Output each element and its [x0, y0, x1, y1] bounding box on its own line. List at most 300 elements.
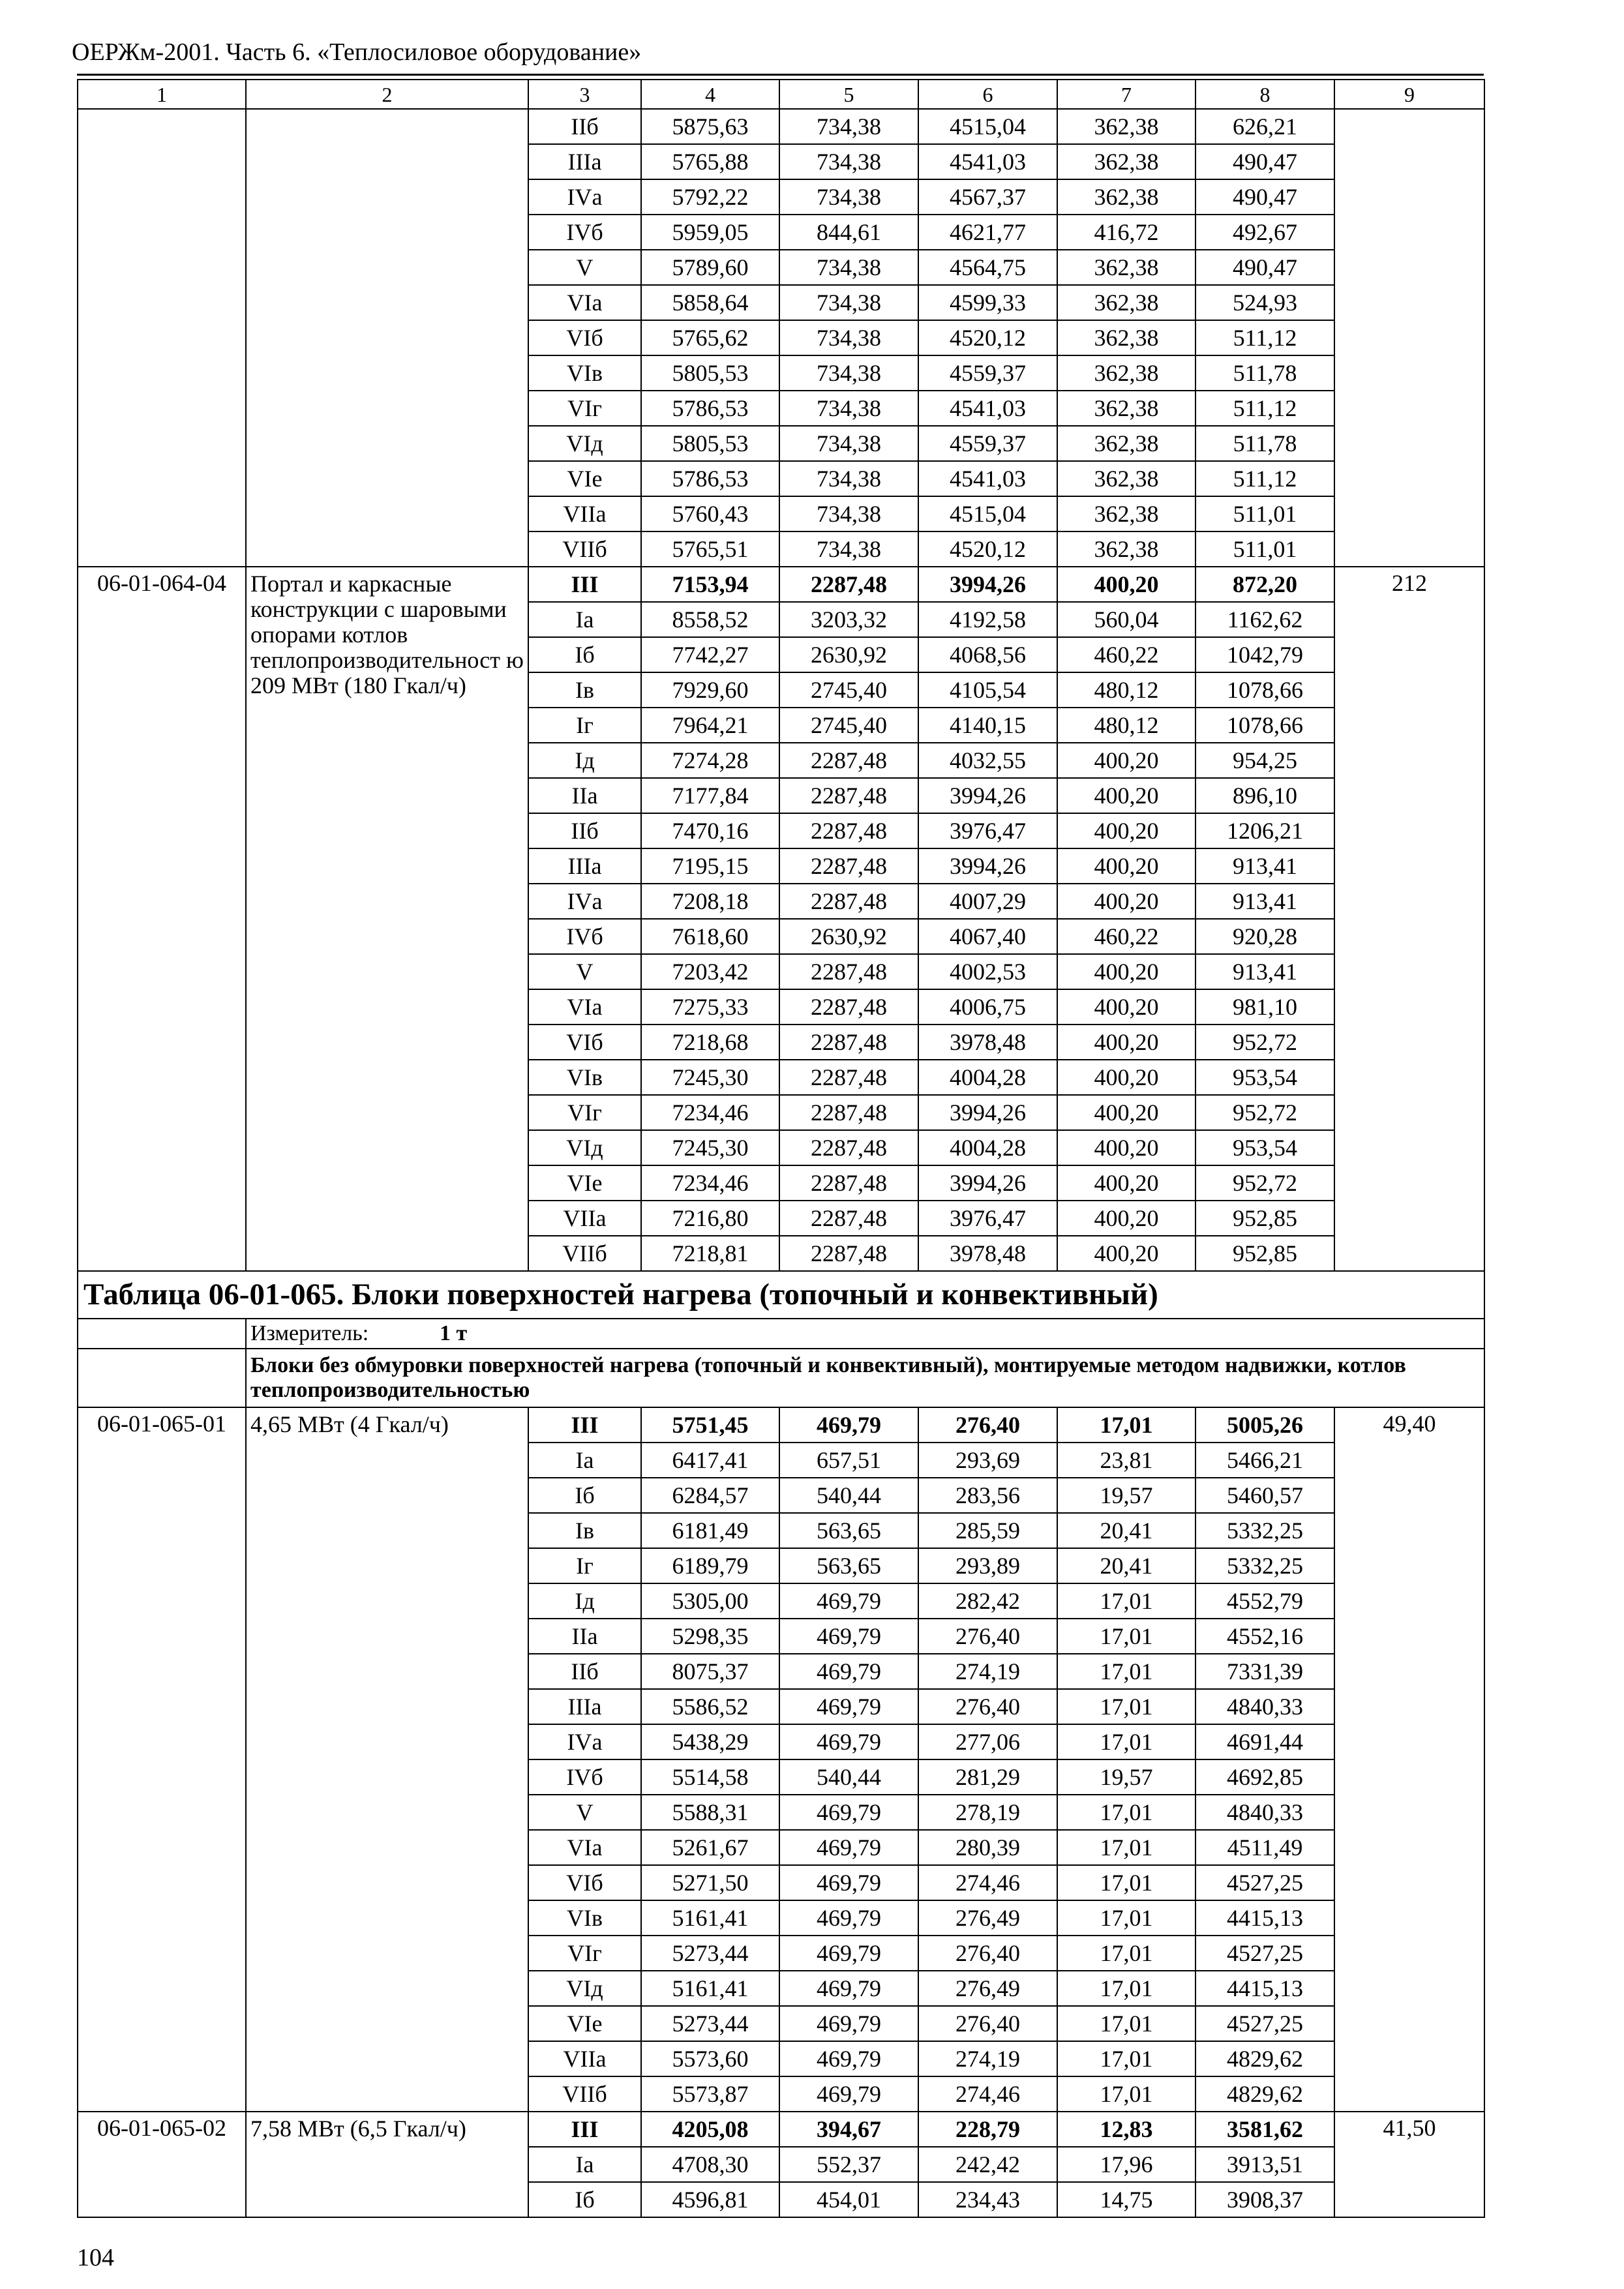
subregion-cell: V — [528, 954, 641, 989]
value-cell: 5588,31 — [641, 1795, 779, 1830]
rate-code: 06-01-064-04 — [78, 567, 246, 1271]
value-cell: 4004,28 — [918, 1060, 1057, 1095]
value-cell: 5805,53 — [641, 426, 779, 461]
value-cell: 4205,08 — [641, 2112, 779, 2147]
subregion-cell: IIб — [528, 813, 641, 848]
subregion-cell: VIа — [528, 1830, 641, 1865]
value-cell: 5792,22 — [641, 179, 779, 215]
value-cell: 362,38 — [1057, 496, 1195, 531]
value-cell: 3994,26 — [918, 1165, 1057, 1201]
value-cell: 4067,40 — [918, 919, 1057, 954]
rate-code-empty — [78, 109, 246, 567]
value-cell: 4552,79 — [1195, 1583, 1334, 1619]
subregion-cell: VIе — [528, 461, 641, 496]
value-cell: 7929,60 — [641, 672, 779, 708]
value-cell: 469,79 — [779, 1971, 918, 2006]
value-cell: 362,38 — [1057, 426, 1195, 461]
value-cell: 511,01 — [1195, 531, 1334, 567]
value-cell: 4708,30 — [641, 2147, 779, 2182]
value-cell: 4541,03 — [918, 391, 1057, 426]
table-row — [78, 2112, 1484, 2147]
value-cell: 5805,53 — [641, 355, 779, 391]
value-cell: 3994,26 — [918, 567, 1057, 602]
subregion-cell: VIб — [528, 1865, 641, 1900]
labor-cell: 49,40 — [1334, 1407, 1484, 2112]
value-cell: 400,20 — [1057, 1165, 1195, 1201]
table-row — [78, 567, 1484, 602]
value-cell: 490,47 — [1195, 144, 1334, 179]
value-cell: 2287,48 — [779, 1130, 918, 1165]
value-cell: 5273,44 — [641, 1936, 779, 1971]
value-cell: 469,79 — [779, 2006, 918, 2041]
value-cell: 362,38 — [1057, 531, 1195, 567]
value-cell: 17,01 — [1057, 1900, 1195, 1936]
value-cell: 394,67 — [779, 2112, 918, 2147]
value-cell: 400,20 — [1057, 567, 1195, 602]
subregion-cell: IVб — [528, 215, 641, 250]
value-cell: 416,72 — [1057, 215, 1195, 250]
value-cell: 469,79 — [779, 1407, 918, 1443]
description-text: Блоки без обмуровки поверхностей нагрева (топочный и конвективный), монтируемые методом надвижки, котлов теплопроизводительностью — [246, 1349, 1484, 1407]
subregion-cell: IIа — [528, 1619, 641, 1654]
subregion-cell: Iв — [528, 1513, 641, 1548]
value-cell: 4192,58 — [918, 602, 1057, 637]
subregion-cell: VIIа — [528, 496, 641, 531]
value-cell: 5573,60 — [641, 2041, 779, 2076]
value-cell: 5332,25 — [1195, 1513, 1334, 1548]
subregion-cell: Iа — [528, 1443, 641, 1478]
value-cell: 460,22 — [1057, 919, 1195, 954]
value-cell: 490,47 — [1195, 250, 1334, 285]
value-cell: 362,38 — [1057, 250, 1195, 285]
value-cell: 734,38 — [779, 109, 918, 144]
value-cell: 6181,49 — [641, 1513, 779, 1548]
value-cell: 285,59 — [918, 1513, 1057, 1548]
value-cell: 511,12 — [1195, 461, 1334, 496]
measure-cell-empty — [78, 1319, 246, 1349]
value-cell: 5273,44 — [641, 2006, 779, 2041]
value-cell: 4527,25 — [1195, 1865, 1334, 1900]
value-cell: 540,44 — [779, 1759, 918, 1795]
value-cell: 5573,87 — [641, 2076, 779, 2112]
value-cell: 734,38 — [779, 285, 918, 320]
subregion-cell: IVб — [528, 919, 641, 954]
value-cell: 362,38 — [1057, 391, 1195, 426]
value-cell: 952,72 — [1195, 1025, 1334, 1060]
subregion-cell: VIа — [528, 285, 641, 320]
value-cell: 400,20 — [1057, 1236, 1195, 1271]
value-cell: 7218,81 — [641, 1236, 779, 1271]
value-cell: 7234,46 — [641, 1095, 779, 1130]
value-cell: 2287,48 — [779, 1025, 918, 1060]
value-cell: 281,29 — [918, 1759, 1057, 1795]
value-cell: 469,79 — [779, 1936, 918, 1971]
col-header: 7 — [1057, 80, 1195, 109]
value-cell: 17,01 — [1057, 1865, 1195, 1900]
value-cell: 2287,48 — [779, 1060, 918, 1095]
value-cell: 7618,60 — [641, 919, 779, 954]
value-cell: 17,01 — [1057, 1407, 1195, 1443]
subregion-cell: VIа — [528, 989, 641, 1025]
value-cell: 23,81 — [1057, 1443, 1195, 1478]
value-cell: 3994,26 — [918, 1095, 1057, 1130]
value-cell: 17,01 — [1057, 1619, 1195, 1654]
value-cell: 7195,15 — [641, 848, 779, 884]
value-cell: 274,19 — [918, 2041, 1057, 2076]
subregion-cell: Iб — [528, 1478, 641, 1513]
header-rule — [77, 74, 1484, 76]
rates-table — [77, 79, 1485, 2218]
value-cell: 5765,62 — [641, 320, 779, 355]
value-cell: 276,49 — [918, 1971, 1057, 2006]
value-cell: 844,61 — [779, 215, 918, 250]
value-cell: 4007,29 — [918, 884, 1057, 919]
value-cell: 5261,67 — [641, 1830, 779, 1865]
labor-cell — [1334, 109, 1484, 567]
subregion-cell: VIг — [528, 1936, 641, 1971]
value-cell: 17,01 — [1057, 2006, 1195, 2041]
value-cell: 4006,75 — [918, 989, 1057, 1025]
value-cell: 400,20 — [1057, 1060, 1195, 1095]
value-cell: 4691,44 — [1195, 1724, 1334, 1759]
value-cell: 4105,54 — [918, 672, 1057, 708]
subregion-cell: Iд — [528, 743, 641, 778]
value-cell: 5875,63 — [641, 109, 779, 144]
value-cell: 7177,84 — [641, 778, 779, 813]
subregion-cell: Iд — [528, 1583, 641, 1619]
value-cell: 7964,21 — [641, 708, 779, 743]
value-cell: 4829,62 — [1195, 2076, 1334, 2112]
value-cell: 400,20 — [1057, 848, 1195, 884]
value-cell: 293,69 — [918, 1443, 1057, 1478]
value-cell: 234,43 — [918, 2182, 1057, 2217]
value-cell: 5460,57 — [1195, 1478, 1334, 1513]
value-cell: 362,38 — [1057, 285, 1195, 320]
value-cell: 734,38 — [779, 179, 918, 215]
value-cell: 5332,25 — [1195, 1548, 1334, 1583]
subregion-cell: IIIа — [528, 144, 641, 179]
value-cell: 7153,94 — [641, 567, 779, 602]
subregion-cell: VIг — [528, 1095, 641, 1130]
value-cell: 1206,21 — [1195, 813, 1334, 848]
value-cell: 17,01 — [1057, 1583, 1195, 1619]
value-cell: 4068,56 — [918, 637, 1057, 672]
table-row — [78, 1407, 1484, 1443]
subregion-cell: VIе — [528, 1165, 641, 1201]
value-cell: 400,20 — [1057, 1130, 1195, 1165]
subregion-cell: Iб — [528, 637, 641, 672]
value-cell: 17,01 — [1057, 1724, 1195, 1759]
value-cell: 282,42 — [918, 1583, 1057, 1619]
value-cell: 278,19 — [918, 1795, 1057, 1830]
value-cell: 4527,25 — [1195, 2006, 1334, 2041]
value-cell: 3978,48 — [918, 1025, 1057, 1060]
value-cell: 872,20 — [1195, 567, 1334, 602]
value-cell: 913,41 — [1195, 848, 1334, 884]
value-cell: 283,56 — [918, 1478, 1057, 1513]
value-cell: 17,01 — [1057, 1795, 1195, 1830]
value-cell: 7203,42 — [641, 954, 779, 989]
value-cell: 2287,48 — [779, 778, 918, 813]
value-cell: 276,40 — [918, 2006, 1057, 2041]
value-cell: 400,20 — [1057, 1201, 1195, 1236]
value-cell: 3978,48 — [918, 1236, 1057, 1271]
value-cell: 274,46 — [918, 2076, 1057, 2112]
value-cell: 2287,48 — [779, 1165, 918, 1201]
subregion-cell: III — [528, 1407, 641, 1443]
value-cell: 7274,28 — [641, 743, 779, 778]
subregion-cell: V — [528, 250, 641, 285]
value-cell: 734,38 — [779, 144, 918, 179]
measure-row — [78, 1319, 1484, 1349]
value-cell: 952,85 — [1195, 1236, 1334, 1271]
subregion-cell: IVа — [528, 1724, 641, 1759]
value-cell: 1078,66 — [1195, 672, 1334, 708]
table-title-row — [78, 1271, 1484, 1319]
value-cell: 3976,47 — [918, 1201, 1057, 1236]
value-cell: 2630,92 — [779, 637, 918, 672]
value-cell: 3994,26 — [918, 778, 1057, 813]
value-cell: 7208,18 — [641, 884, 779, 919]
value-cell: 953,54 — [1195, 1060, 1334, 1095]
value-cell: 540,44 — [779, 1478, 918, 1513]
col-header: 2 — [246, 80, 528, 109]
value-cell: 734,38 — [779, 496, 918, 531]
value-cell: 276,40 — [918, 1689, 1057, 1724]
rate-name: Портал и каркасные конструкции с шаровыми опорами котлов теплопроизводительност ю 209 МВт (180 Гкал/ч) — [246, 567, 528, 1271]
value-cell: 4527,25 — [1195, 1936, 1334, 1971]
subregion-cell: VIIа — [528, 2041, 641, 2076]
value-cell: 5514,58 — [641, 1759, 779, 1795]
subregion-cell: VIд — [528, 426, 641, 461]
value-cell: 362,38 — [1057, 109, 1195, 144]
subregion-cell: Iв — [528, 672, 641, 708]
subregion-cell: VIIб — [528, 1236, 641, 1271]
value-cell: 280,39 — [918, 1830, 1057, 1865]
value-cell: 469,79 — [779, 1724, 918, 1759]
value-cell: 274,19 — [918, 1654, 1057, 1689]
value-cell: 4840,33 — [1195, 1689, 1334, 1724]
running-header: ОЕРЖм-2001. Часть 6. «Теплосиловое оборудование» — [72, 38, 642, 66]
value-cell: 17,01 — [1057, 1830, 1195, 1865]
value-cell: 4599,33 — [918, 285, 1057, 320]
value-cell: 8558,52 — [641, 602, 779, 637]
value-cell: 5959,05 — [641, 215, 779, 250]
value-cell: 492,67 — [1195, 215, 1334, 250]
labor-cell: 41,50 — [1334, 2112, 1484, 2217]
value-cell: 17,01 — [1057, 2076, 1195, 2112]
value-cell: 5786,53 — [641, 391, 779, 426]
value-cell: 5161,41 — [641, 1900, 779, 1936]
subregion-cell: IIб — [528, 109, 641, 144]
subregion-cell: VIб — [528, 1025, 641, 1060]
value-cell: 400,20 — [1057, 884, 1195, 919]
value-cell: 17,01 — [1057, 1971, 1195, 2006]
value-cell: 5789,60 — [641, 250, 779, 285]
value-cell: 469,79 — [779, 1689, 918, 1724]
value-cell: 4552,16 — [1195, 1619, 1334, 1654]
value-cell: 511,78 — [1195, 426, 1334, 461]
value-cell: 4515,04 — [918, 496, 1057, 531]
value-cell: 242,42 — [918, 2147, 1057, 2182]
value-cell: 7234,46 — [641, 1165, 779, 1201]
value-cell: 5786,53 — [641, 461, 779, 496]
value-cell: 3581,62 — [1195, 2112, 1334, 2147]
value-cell: 5765,88 — [641, 144, 779, 179]
subregion-cell: III — [528, 2112, 641, 2147]
value-cell: 2287,48 — [779, 954, 918, 989]
value-cell: 6189,79 — [641, 1548, 779, 1583]
value-cell: 19,57 — [1057, 1759, 1195, 1795]
subregion-cell: V — [528, 1795, 641, 1830]
rate-code: 06-01-065-01 — [78, 1407, 246, 2112]
value-cell: 2287,48 — [779, 884, 918, 919]
value-cell: 293,89 — [918, 1548, 1057, 1583]
subregion-cell: IVа — [528, 884, 641, 919]
value-cell: 17,01 — [1057, 1654, 1195, 1689]
value-cell: 469,79 — [779, 1654, 918, 1689]
value-cell: 5005,26 — [1195, 1407, 1334, 1443]
table-title: Таблица 06-01-065. Блоки поверхностей нагрева (топочный и конвективный) — [78, 1271, 1484, 1319]
value-cell: 5586,52 — [641, 1689, 779, 1724]
subregion-cell: IIIа — [528, 848, 641, 884]
subregion-cell: IVа — [528, 179, 641, 215]
value-cell: 4840,33 — [1195, 1795, 1334, 1830]
value-cell: 626,21 — [1195, 109, 1334, 144]
value-cell: 276,40 — [918, 1407, 1057, 1443]
col-header: 9 — [1334, 80, 1484, 109]
value-cell: 5751,45 — [641, 1407, 779, 1443]
rate-name-empty — [246, 109, 528, 567]
table-row — [78, 109, 1484, 144]
subregion-cell: VIIб — [528, 2076, 641, 2112]
rate-code: 06-01-065-02 — [78, 2112, 246, 2217]
value-cell: 896,10 — [1195, 778, 1334, 813]
value-cell: 2287,48 — [779, 989, 918, 1025]
value-cell: 952,72 — [1195, 1095, 1334, 1130]
value-cell: 490,47 — [1195, 179, 1334, 215]
value-cell: 4541,03 — [918, 144, 1057, 179]
value-cell: 511,12 — [1195, 320, 1334, 355]
value-cell: 7245,30 — [641, 1130, 779, 1165]
subregion-cell: IIа — [528, 778, 641, 813]
description-row — [78, 1349, 1484, 1407]
subregion-cell: VIв — [528, 1900, 641, 1936]
value-cell: 6417,41 — [641, 1443, 779, 1478]
subregion-cell: Iб — [528, 2182, 641, 2217]
value-cell: 400,20 — [1057, 989, 1195, 1025]
value-cell: 734,38 — [779, 320, 918, 355]
value-cell: 511,12 — [1195, 391, 1334, 426]
rate-name: 4,65 МВт (4 Гкал/ч) — [246, 1407, 528, 2112]
value-cell: 2287,48 — [779, 813, 918, 848]
value-cell: 2287,48 — [779, 1201, 918, 1236]
value-cell: 7216,80 — [641, 1201, 779, 1236]
value-cell: 3913,51 — [1195, 2147, 1334, 2182]
value-cell: 362,38 — [1057, 461, 1195, 496]
value-cell: 511,01 — [1195, 496, 1334, 531]
measure-label: Измеритель: — [250, 1321, 369, 1345]
value-cell: 981,10 — [1195, 989, 1334, 1025]
subregion-cell: VIIа — [528, 1201, 641, 1236]
col-header: 5 — [779, 80, 918, 109]
value-cell: 400,20 — [1057, 813, 1195, 848]
value-cell: 2287,48 — [779, 743, 918, 778]
subregion-cell: VIв — [528, 355, 641, 391]
value-cell: 2287,48 — [779, 848, 918, 884]
value-cell: 5466,21 — [1195, 1443, 1334, 1478]
value-cell: 4415,13 — [1195, 1971, 1334, 2006]
value-cell: 2745,40 — [779, 672, 918, 708]
subregion-cell: Iг — [528, 708, 641, 743]
value-cell: 17,01 — [1057, 2041, 1195, 2076]
value-cell: 19,57 — [1057, 1478, 1195, 1513]
value-cell: 17,01 — [1057, 1936, 1195, 1971]
value-cell: 7245,30 — [641, 1060, 779, 1095]
subregion-cell: VIг — [528, 391, 641, 426]
col-header: 8 — [1195, 80, 1334, 109]
value-cell: 362,38 — [1057, 355, 1195, 391]
col-header: 3 — [528, 80, 641, 109]
value-cell: 5298,35 — [641, 1619, 779, 1654]
measure-unit: 1 т — [440, 1321, 468, 1345]
value-cell: 228,79 — [918, 2112, 1057, 2147]
value-cell: 5271,50 — [641, 1865, 779, 1900]
value-cell: 1078,66 — [1195, 708, 1334, 743]
subregion-cell: III — [528, 567, 641, 602]
subregion-cell: IVб — [528, 1759, 641, 1795]
value-cell: 734,38 — [779, 355, 918, 391]
value-cell: 953,54 — [1195, 1130, 1334, 1165]
value-cell: 277,06 — [918, 1724, 1057, 1759]
subregion-cell: Iа — [528, 2147, 641, 2182]
table-body — [78, 80, 1484, 2217]
value-cell: 480,12 — [1057, 672, 1195, 708]
value-cell: 4541,03 — [918, 461, 1057, 496]
subregion-cell: VIб — [528, 320, 641, 355]
value-cell: 4567,37 — [918, 179, 1057, 215]
value-cell: 6284,57 — [641, 1478, 779, 1513]
value-cell: 4004,28 — [918, 1130, 1057, 1165]
subregion-cell: VIIб — [528, 531, 641, 567]
col-header: 6 — [918, 80, 1057, 109]
value-cell: 5858,64 — [641, 285, 779, 320]
value-cell: 1042,79 — [1195, 637, 1334, 672]
value-cell: 362,38 — [1057, 144, 1195, 179]
subregion-cell: VIе — [528, 2006, 641, 2041]
value-cell: 563,65 — [779, 1513, 918, 1548]
value-cell: 5161,41 — [641, 1971, 779, 2006]
value-cell: 560,04 — [1057, 602, 1195, 637]
value-cell: 17,96 — [1057, 2147, 1195, 2182]
value-cell: 4515,04 — [918, 109, 1057, 144]
value-cell: 4511,49 — [1195, 1830, 1334, 1865]
value-cell: 400,20 — [1057, 1025, 1195, 1060]
value-cell: 2630,92 — [779, 919, 918, 954]
value-cell: 563,65 — [779, 1548, 918, 1583]
value-cell: 5765,51 — [641, 531, 779, 567]
value-cell: 952,72 — [1195, 1165, 1334, 1201]
value-cell: 4032,55 — [918, 743, 1057, 778]
value-cell: 1162,62 — [1195, 602, 1334, 637]
value-cell: 734,38 — [779, 250, 918, 285]
value-cell: 2287,48 — [779, 1095, 918, 1130]
value-cell: 524,93 — [1195, 285, 1334, 320]
value-cell: 2287,48 — [779, 1236, 918, 1271]
value-cell: 362,38 — [1057, 179, 1195, 215]
value-cell: 4829,62 — [1195, 2041, 1334, 2076]
value-cell: 657,51 — [779, 1443, 918, 1478]
